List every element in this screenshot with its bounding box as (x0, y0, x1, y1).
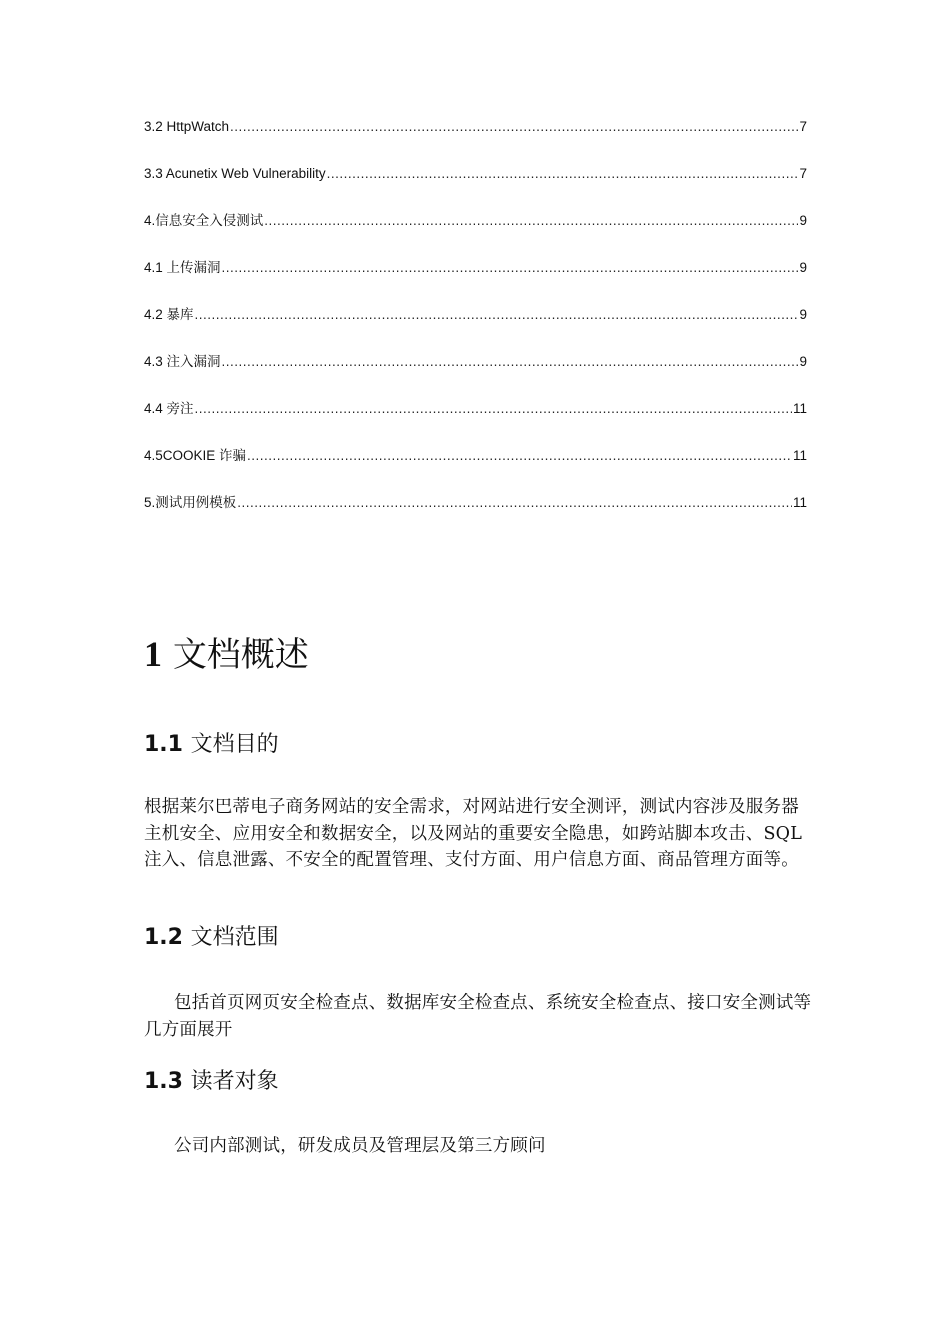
toc-leader-dots (195, 305, 799, 325)
toc-entry[interactable] (144, 399, 807, 446)
toc-leader-dots (264, 211, 798, 231)
paragraph-audience: 公司内部测试，研发成员及管理层及第三方顾问 (174, 1136, 546, 1156)
heading-document-overview (144, 630, 309, 679)
heading-number: 1 (144, 634, 162, 674)
toc-entry-page: 9 (799, 354, 807, 369)
toc-entry[interactable] (144, 211, 807, 258)
heading-audience (144, 1066, 279, 1098)
heading-title: 文档概述 (172, 635, 309, 675)
toc-leader-dots (222, 258, 799, 278)
toc-entry[interactable] (144, 446, 807, 493)
toc-entry-page: 9 (799, 213, 807, 228)
toc-entry-title: 4.2 暴库 (144, 307, 194, 322)
toc-entry-title: 3.2 HttpWatch (144, 119, 230, 134)
toc-entry-title: 4.5COOKIE 诈骗 (144, 448, 247, 463)
toc-leader-dots (327, 164, 799, 184)
toc-entry[interactable] (144, 352, 807, 399)
table-of-contents (144, 117, 807, 540)
toc-entry-page: 11 (792, 401, 807, 416)
toc-entry-title: 4.3 注入漏洞 (144, 354, 221, 369)
toc-entry-page: 11 (792, 495, 807, 510)
toc-entry-page: 9 (799, 260, 807, 275)
heading-document-scope (144, 922, 279, 954)
paragraph-document-purpose: 根据莱尔巴蒂电子商务网站的安全需求，对网站进行安全测评，测试内容涉及服务器主机安全、应用安全和数据安全，以及网站的重要安全隐患，如跨站脚本攻击、SQL注入、信息泄露、不安全的配置管理、支付方面、用户信息方面、商品管理方面等。 (144, 797, 803, 870)
toc-leader-dots (230, 117, 798, 137)
heading-number: 1.1 (144, 732, 183, 757)
toc-entry-page: 7 (799, 166, 807, 181)
heading-title: 读者对象 (190, 1069, 279, 1094)
toc-leader-dots (195, 399, 792, 419)
heading-number: 1.3 (144, 1069, 183, 1094)
toc-entry[interactable] (144, 305, 807, 352)
toc-entry[interactable] (144, 117, 807, 164)
toc-entry-title: 4.1 上传漏洞 (144, 260, 221, 275)
toc-entry-title: 3.3 Acunetix Web Vulnerability (144, 166, 326, 181)
heading-number: 1.2 (144, 925, 183, 950)
toc-entry-title: 4.信息安全入侵测试 (144, 213, 264, 228)
toc-leader-dots (222, 352, 799, 372)
toc-entry-page: 9 (799, 307, 807, 322)
toc-leader-dots (237, 493, 792, 513)
heading-title: 文档目的 (190, 732, 279, 757)
heading-title: 文档范围 (190, 925, 279, 950)
heading-document-purpose (144, 729, 279, 761)
toc-entry[interactable] (144, 258, 807, 305)
paragraph-document-scope: 包括首页网页安全检查点、数据库安全检查点、系统安全检查点、接口安全测试等几方面展开 (144, 993, 812, 1040)
toc-entry-title: 5.测试用例模板 (144, 495, 237, 510)
toc-entry[interactable] (144, 164, 807, 211)
toc-entry-page: 7 (799, 119, 807, 134)
toc-entry-page: 11 (792, 448, 807, 463)
toc-leader-dots (247, 446, 792, 466)
toc-entry[interactable] (144, 493, 807, 540)
toc-entry-title: 4.4 旁注 (144, 401, 194, 416)
